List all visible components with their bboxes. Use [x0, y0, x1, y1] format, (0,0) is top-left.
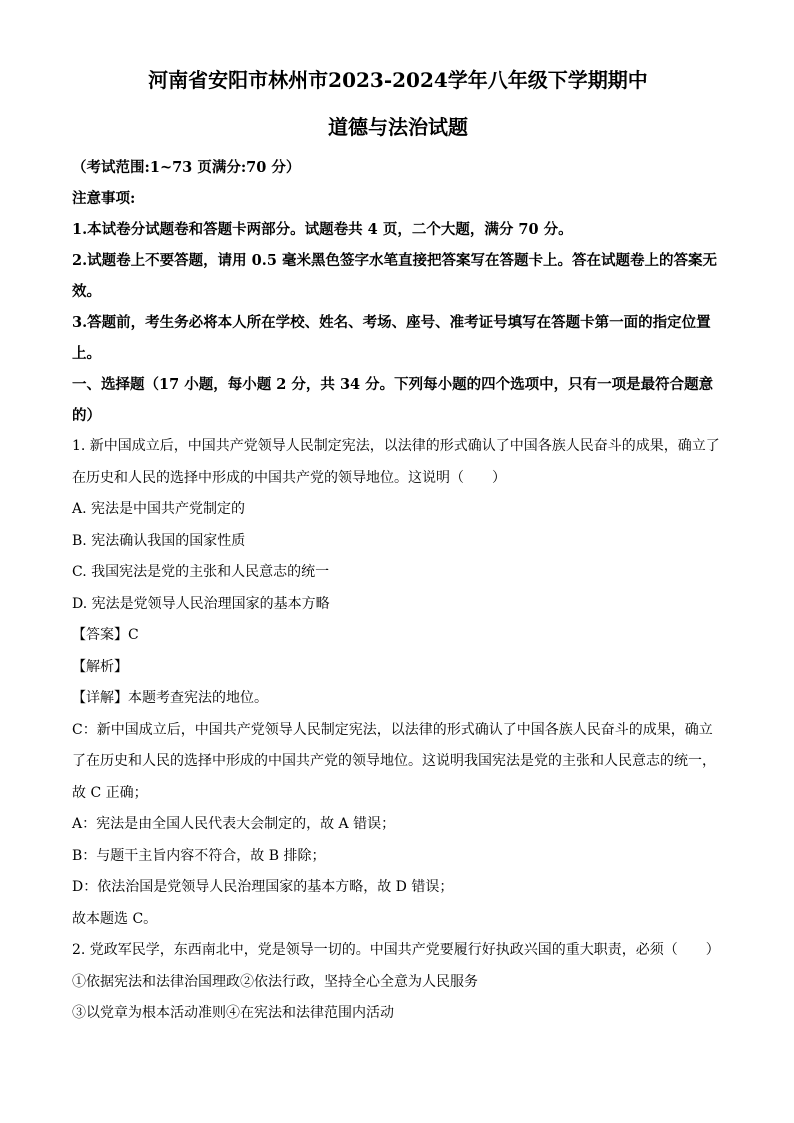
notice-item-3: 3.答题前，考生务必将本人所在学校、姓名、考场、座号、准考证号填写在答题卡第一面的指定位置上。	[72, 314, 711, 362]
explanation-b: B：与题干主旨内容不符合，故 B 排除；	[72, 847, 326, 864]
question-1-option-d: D. 宪法是党领导人民治理国家的基本方略	[72, 595, 330, 612]
explanation-d: D：依法治国是党领导人民治理国家的基本方略，故 D 错误；	[72, 879, 454, 895]
detail-line	[72, 683, 724, 715]
answer-value: C	[128, 627, 139, 643]
question-1-option-a: A. 宪法是中国共产党制定的	[72, 501, 246, 517]
answer-tag: 【答案】	[72, 627, 128, 643]
notice-item-2: 2.试题卷上不要答题，请用 0.5 毫米黑色签字水笔直接把答案写在答题卡上。答在试题卷上的答案无效。	[72, 252, 717, 300]
detail-tag: 【详解】	[72, 690, 128, 706]
detail-text: 本题考查宪法的地位。	[128, 690, 268, 706]
question-1-stem: 1. 新中国成立后，中国共产党领导人民制定宪法，以法律的形式确认了中国各族人民奋斗的成果，确立了在历史和人民的选择中形成的中国共产党的领导地位。这说明（ ）	[72, 438, 720, 486]
exam-scope: （考试范围:1~73 页满分:70 分）	[72, 159, 301, 176]
explanation-a: A：宪法是由全国人民代表大会制定的，故 A 错误；	[72, 816, 396, 832]
document-subtitle: 道德与法治试题	[328, 115, 468, 139]
question-2-stem: 2. 党政军民学，东西南北中，党是领导一切的。中国共产党要履行好执政兴国的重大职责，必须（ ）	[72, 942, 720, 958]
notice-heading: 注意事项:	[72, 190, 136, 207]
question-2	[72, 935, 724, 1030]
document-title: 河南省安阳市林州市2023-2024学年八年级下学期期中	[148, 68, 648, 92]
document-page	[72, 62, 724, 1030]
conclusion: 故本题选 C。	[72, 910, 158, 927]
notice-item-1: 1.本试卷分试题卷和答题卡两部分。试题卷共 4 页，二个大题，满分 70 分。	[72, 221, 573, 238]
analysis-tag: 【解析】	[72, 658, 128, 675]
question-1	[72, 431, 724, 935]
question-1-option-b: B. 宪法确认我国的国家性质	[72, 532, 246, 549]
section-heading: 一、选择题（17 小题，每小题 2 分，共 34 分。下列每小题的四个选项中，只有一项是最符合题意的）	[72, 376, 714, 424]
explanation-c: C：新中国成立后，中国共产党领导人民制定宪法，以法律的形式确认了中国各族人民奋斗的成果，确立了在历史和人民的选择中形成的中国共产党的领导地位。这说明我国宪法是党的主张和人民意志的统一，故 C 正确；	[72, 721, 716, 801]
answer-line	[72, 620, 724, 652]
question-2-statements-2: ③以党章为根本活动准则④在宪法和法律范围内活动	[72, 1005, 394, 1021]
question-1-option-c: C. 我国宪法是党的主张和人民意志的统一	[72, 564, 330, 580]
question-2-statements-1: ①依据宪法和法律治国理政②依法行政，坚持全心全意为人民服务	[72, 973, 478, 990]
